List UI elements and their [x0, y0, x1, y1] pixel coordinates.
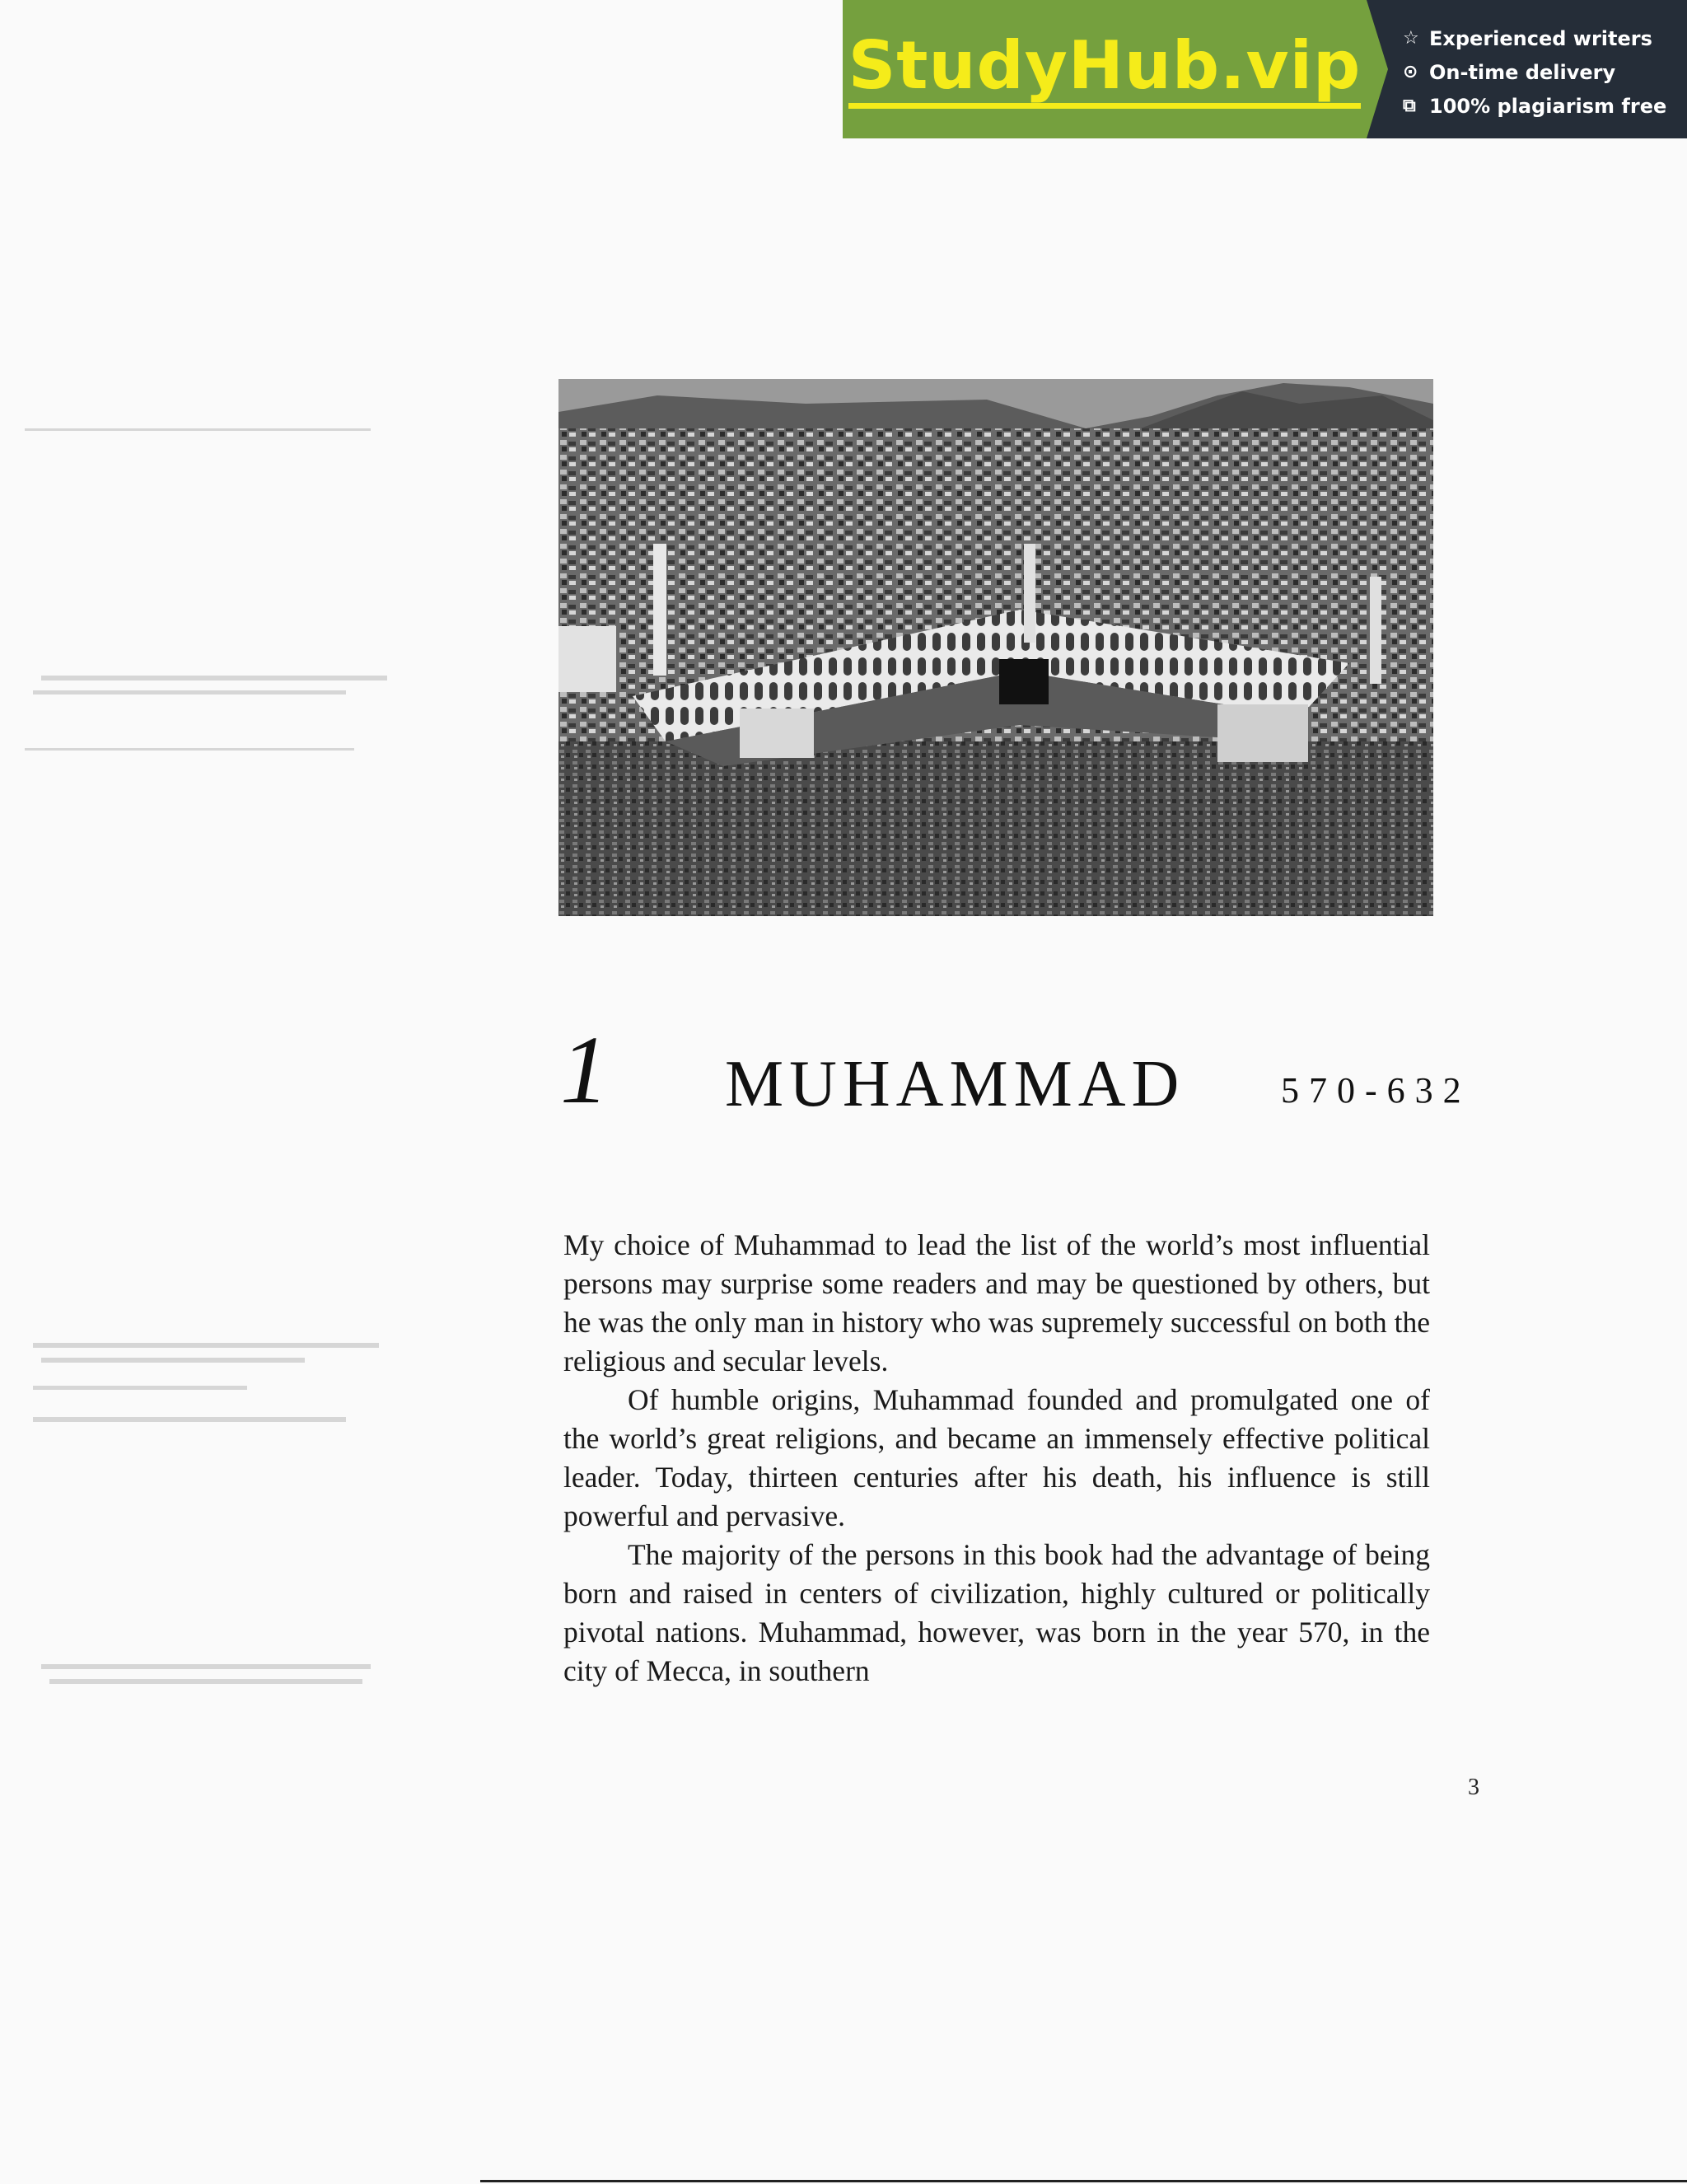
feature-label: Experienced writers: [1429, 26, 1652, 50]
scan-specks: [25, 428, 387, 1730]
bottom-rule: [480, 2180, 1687, 2182]
body-text: [563, 1226, 1430, 1691]
banner-features: [1367, 0, 1687, 138]
paragraph: Of humble origins, Muhammad founded and promulgated one of the world’s great religions, and became an immensely effective political leader. Today, thirteen centuries after his death, his influence is still powerful and pervasive.: [563, 1383, 1430, 1532]
copy-icon: ⧉: [1403, 96, 1416, 116]
studyhub-logo[interactable]: [843, 0, 1367, 138]
feature-on-time-delivery: [1403, 55, 1687, 89]
chapter-dates: 570-632: [1281, 1070, 1471, 1111]
studyhub-banner[interactable]: [843, 0, 1687, 138]
feature-experienced-writers: [1403, 21, 1687, 55]
feature-plagiarism-free: [1403, 89, 1687, 123]
chapter-number: 1: [560, 1016, 609, 1124]
logo-text: StudyHub.vip: [848, 30, 1362, 109]
feature-label: On-time delivery: [1429, 60, 1616, 84]
photo-mecca-grand-mosque: [558, 379, 1433, 916]
feature-label: 100% plagiarism free: [1429, 94, 1667, 118]
star-icon: ☆: [1403, 28, 1419, 49]
paragraph: My choice of Muhammad to lead the list of the world’s most influential persons may surprise some readers and may be questioned by others, but he was the only man in history who was supremely successful on both the religious and secular levels.: [563, 1228, 1430, 1377]
page-number: 3: [1468, 1775, 1479, 1800]
paragraph: The majority of the persons in this book had the advantage of being born and raised in centers of civilization, highly cultured or politically pivotal nations. Muhammad, however, was born in the year 570, in the city of Mecca, in southern: [563, 1538, 1430, 1687]
chapter-title: MUHAMMAD: [725, 1048, 1185, 1120]
clock-icon: ⊙: [1403, 62, 1418, 82]
